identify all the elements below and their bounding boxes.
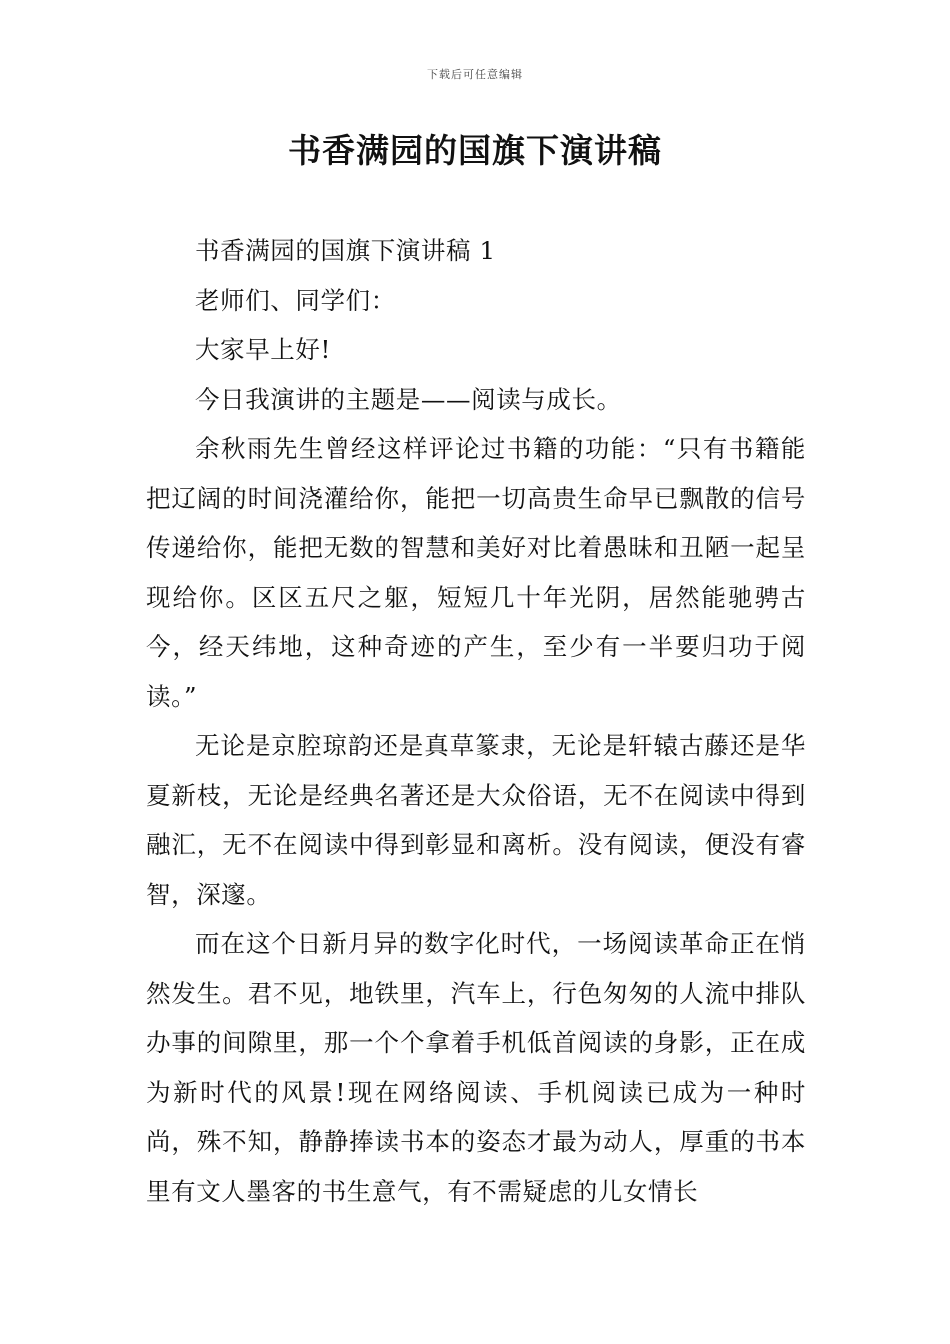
- paragraph-topic: 今日我演讲的主题是——阅读与成长。: [195, 384, 622, 414]
- paragraph-greeting: 大家早上好!: [195, 335, 331, 364]
- document-body: [146, 226, 806, 1216]
- paragraph-salutation: 老师们、同学们：: [195, 285, 396, 315]
- document-title: 书香满园的国旗下演讲稿: [288, 131, 662, 170]
- header-note: 下载后可任意编辑: [427, 68, 523, 81]
- paragraph-reading-culture: 无论是京腔琼韵还是真草篆隶，无论是轩辕古藤还是华夏新枝，无论是经典名著还是大众俗语，无不在阅读中得到融汇，无不在阅读中得到彰显和离析。没有阅读，便没有睿智，深邃。: [146, 731, 806, 909]
- paragraph-quote: 余秋雨先生曾经这样评论过书籍的功能：“只有书籍能把辽阔的时间浇灌给你，能把一切高贵生命早已飘散的信号传递给你，能把无数的智慧和美好对比着愚昧和丑陋一起呈现给你。区区五尺之躯，短短几十年光阴，居然能驰骋古今，经天纬地，这种奇迹的产生，至少有一半要归功于阅读。”: [146, 434, 806, 711]
- paragraph-subtitle: 书香满园的国旗下演讲稿 1: [195, 236, 496, 265]
- paragraph-digital-era: 而在这个日新月异的数字化时代，一场阅读革命正在悄然发生。君不见，地铁里，汽车上，行色匆匆的人流中排队办事的间隙里，那一个个拿着手机低首阅读的身影，正在成为新时代的风景!现在网络阅读、手机阅读已成为一种时尚，殊不知，静静捧读书本的姿态才最为动人，厚重的书本里有文人墨客的书生意气，有不需疑虑的儿女情长: [146, 929, 806, 1206]
